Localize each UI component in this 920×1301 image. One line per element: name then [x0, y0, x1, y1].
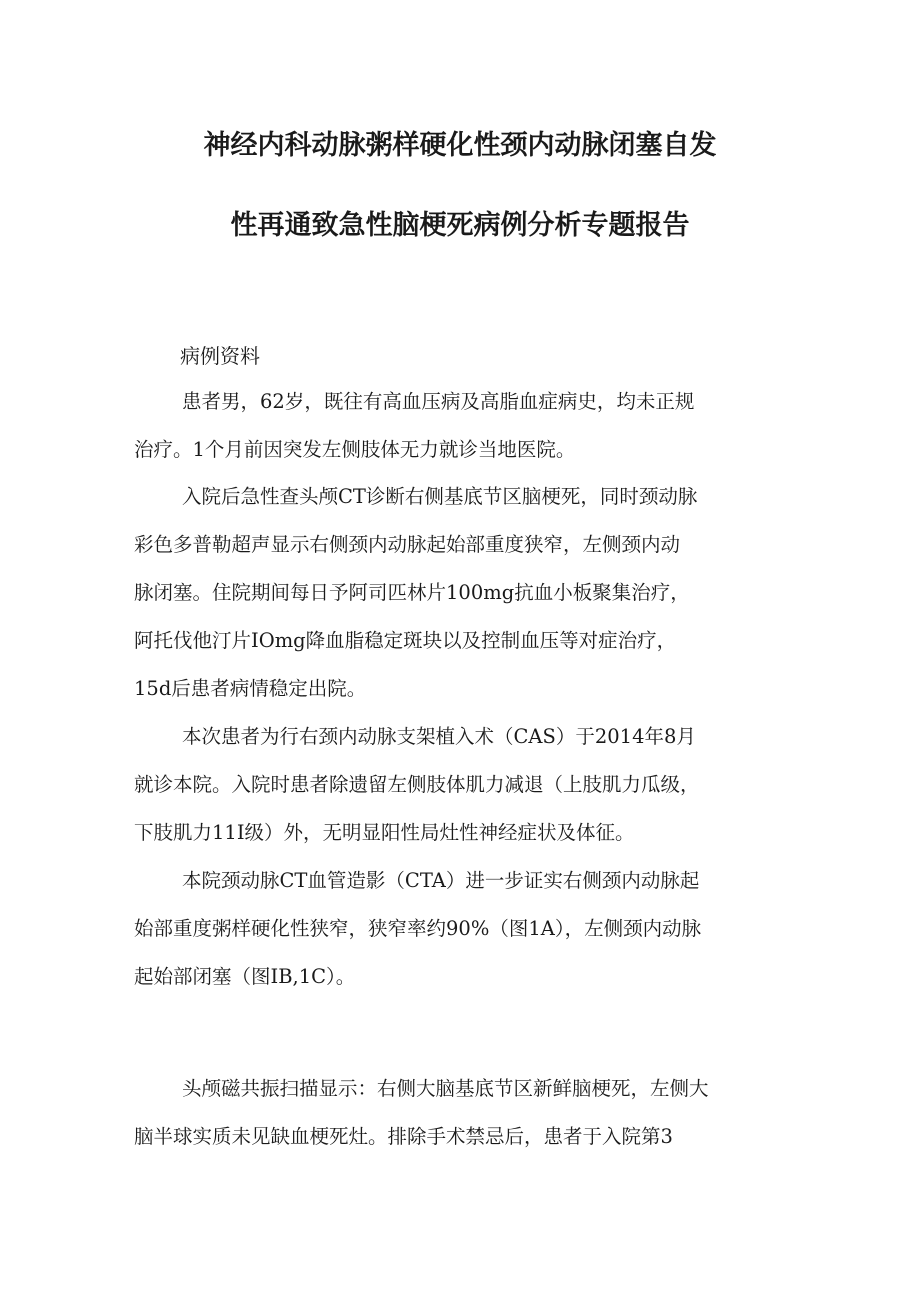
paragraph-current-admission: [134, 713, 794, 857]
paragraph-line: 15d后患者病情稳定出院。: [134, 677, 367, 700]
paragraph-line: 起始部闭塞（图IB,1C）。: [134, 965, 356, 988]
paragraph-line: 下肢肌力11I级）外，无明显阳性局灶性神经症状及体征。: [134, 821, 635, 844]
paragraph-line: 彩色多普勒超声显示右侧颈内动脉起始部重度狭窄，左侧颈内动: [134, 533, 681, 556]
paragraph-line: 始部重度粥样硬化性狭窄，狭窄率约90%（图1A），左侧颈内动脉: [134, 917, 702, 940]
document-title-line-2: 性再通致急性脑梗死病例分析专题报告: [230, 210, 690, 241]
paragraph-line: 头颅磁共振扫描显示：右侧大脑基底节区新鲜脑梗死，左侧大: [182, 1077, 709, 1100]
paragraph-line: 就诊本院。入院时患者除遗留左侧肢体肌力减退（上肢肌力瓜级，: [134, 773, 700, 796]
paragraph-line: 治疗。1个月前因突发左侧肢体无力就诊当地医院。: [134, 438, 576, 461]
paragraph-line: 脑半球实质未见缺血梗死灶。排除手术禁忌后，患者于入院第3: [134, 1125, 673, 1148]
paragraph-patient-history: [134, 378, 794, 474]
paragraph-line: 患者男，62岁，既往有高血压病及高脂血症病史，均未正规: [182, 390, 695, 413]
paragraph-mri-findings: [134, 1065, 794, 1161]
paragraph-cta-findings: [134, 857, 794, 1001]
paragraph-line: 脉闭塞。住院期间每日予阿司匹林片100mg抗血小板聚集治疗，: [134, 581, 690, 604]
paragraph-line: 阿托伐他汀片IOmg降血脂稳定斑块以及控制血压等对症治疗，: [134, 629, 677, 652]
paragraph-first-admission: [134, 473, 794, 713]
paragraph-line: 入院后急性查头颅CT诊断右侧基底节区脑梗死，同时颈动脉: [182, 485, 698, 508]
document-title-line-1: 神经内科动脉粥样硬化性颈内动脉闭塞自发: [203, 130, 717, 161]
section-heading: 病例资料: [180, 344, 260, 368]
paragraph-line: 本院颈动脉CT血管造影（CTA）进一步证实右侧颈内动脉起: [182, 869, 700, 892]
paragraph-line: 本次患者为行右颈内动脉支架植入术（CAS）于2014年8月: [182, 725, 696, 748]
